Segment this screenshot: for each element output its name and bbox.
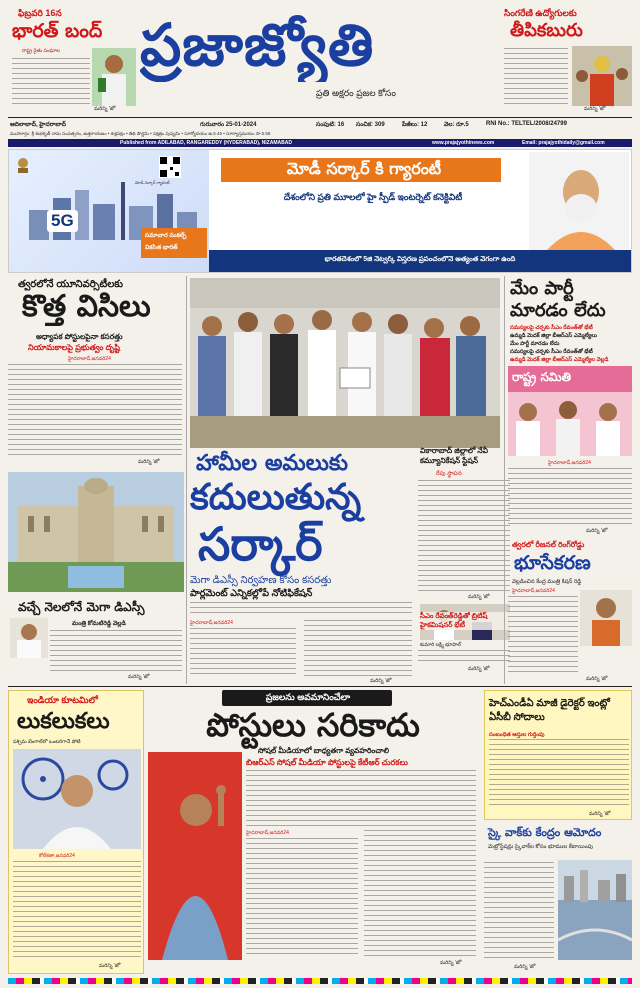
bottom-sub1: సోషల్ మీడియాలో బాధ్యతగా వ్యవహరించాలి [258, 746, 389, 755]
modi-portrait [529, 152, 629, 250]
left-story-dateline: హైదరాబాద్,జనవరి24 [68, 356, 111, 362]
top-rule [8, 117, 632, 118]
issue-number: సంచిక: 309 [356, 122, 385, 128]
bottom-kicker: ప్రజలను అవమానించేలా [265, 692, 351, 702]
bottom-intro-text [246, 770, 476, 826]
lake-sub: మెట్రోస్టేషన్లు స్కైవాక్‌ల కోసం భూముల కేటాయింపు [488, 844, 593, 850]
almanac-strip: ముహూర్తం: శ్రీ శుభకృత్ నామ సంవత్సరం, ఉత్తరాయణం • శుక్లపక్షం • తిథి పౌర్ణమి • నక్షత్రం పుష్యమి • సూర్యోదయం ఉ.6.46 • సూర్యాస్తమయం సా.5.58 [10, 131, 271, 136]
left-promo-date: ఫిబ్రవరి 16న [18, 8, 62, 18]
right-column [508, 276, 632, 684]
vikarabad-headline: వికారాబాద్ జిల్లాలో నేవీ కమ్యూనికేషన్ స్టేషన్ [420, 446, 489, 465]
ad-brand-line2: వికసిత భారత్ [145, 245, 178, 251]
right-top-sub2: ఉమ్మడి మెదక్ జిల్లా బీఆర్ఎస్ ఎమ్మెల్యేలు [510, 333, 597, 339]
regional-ring-headline[interactable]: భూసేకరణ [514, 552, 591, 574]
qr-code-icon[interactable] [159, 156, 181, 178]
right-top-banner-text: రాష్ట్ర సమితి [512, 370, 571, 384]
left-story-byline[interactable]: మరిన్ని 'జో' [138, 459, 160, 465]
website-link[interactable]: www.prajajyothinews.com [432, 140, 495, 146]
hmda-box[interactable] [484, 690, 632, 820]
center-byline[interactable]: మరిన్ని 'జో' [370, 678, 392, 684]
center-headline-line2: కదులుతున్న [190, 476, 362, 518]
lake-headline[interactable]: స్కై వాక్‌కు కేంద్రం ఆమోదం [488, 826, 602, 839]
page-count: పేజీలు: 12 [402, 122, 428, 128]
ad-bottom-text: భారతదేశంలో 5జి నెట్వర్క్ విస్తరణ ప్రపంచంలోనే అత్యంత వేగంగా ఉంది [324, 256, 516, 263]
left-promo-box[interactable] [8, 6, 138, 114]
bottom-body-right [364, 830, 476, 958]
left-promo-byline[interactable]: మరిన్ని 'జో' [94, 106, 116, 112]
regional-ring-text [508, 596, 578, 674]
hmda-text [489, 739, 629, 809]
ad-qr-caption: మోడీ సర్కార్ గ్యారంటీ [135, 180, 170, 185]
mega-dsc-byline[interactable]: మరిన్ని 'జో' [128, 674, 150, 680]
center-sub1: మెగా డిఎస్సీ నిర్వహణ కోసం కసరత్తు [190, 575, 332, 586]
published-from: Published from ADILABAD, RANGAREDDY (HYDERABAD), NIZAMABAD [120, 140, 292, 146]
center-sub2: పార్లమెంట్ ఎన్నికల్లోపే నోటిఫికేషన్ [190, 588, 313, 599]
right-top-dateline: హైదరాబాద్,జనవరి24 [548, 460, 591, 466]
left-promo-headline: భారత్ బంద్ [12, 20, 103, 42]
vikarabad-byline[interactable]: మరిన్ని 'జో' [468, 594, 490, 600]
mega-dsc-sub: మంత్రి కోమటిరెడ్డి వెల్లడి [72, 621, 126, 627]
cm-meet-text [418, 650, 510, 664]
price-label: వెల: రూ.5 [444, 122, 469, 128]
issue-date: గురువారం 25-01-2024 [200, 122, 257, 128]
singareni-photo [572, 46, 632, 106]
left-story-text [8, 364, 182, 456]
logo-block [140, 4, 496, 106]
ashoka-emblem-icon [15, 154, 31, 174]
left-column [8, 276, 184, 684]
bottom-center-story[interactable] [148, 690, 478, 974]
mega-dsc-headline[interactable]: వచ్చే నెలలోనే మెగా డిఎస్సీ [18, 600, 145, 614]
vikarabad-text [418, 480, 510, 592]
regional-ring-kicker: త్వరలో రీజనల్ రింగ్‌రోడ్డు [512, 540, 585, 549]
bottom-headline: పోస్టులు సరికాదు [206, 706, 420, 744]
india-alliance-sub: పశ్చిమ బెంగాల్‌లో ఒంటరిగానే పోటీ [13, 739, 81, 745]
right-top-text [508, 468, 632, 526]
email-link[interactable]: Email: prajajyothidaily@gmail.com [522, 140, 605, 146]
mega-dsc-text [50, 630, 182, 674]
center-body-right [304, 620, 412, 678]
left-promo-text [12, 58, 90, 106]
bottom-right-column [484, 690, 632, 974]
bottom-sub2: బిఆర్ఎస్ సోషల్ మీడియా పోస్టులపై కేటీఆర్ చురకలు [246, 758, 408, 767]
center-headline-line1: హామీల అమలుకు [196, 450, 349, 476]
bottom-byline[interactable]: మరిన్ని 'జో' [440, 960, 462, 966]
regional-ring-dateline: హైదరాబాద్,జనవరి24 [512, 588, 555, 594]
bottom-body-left [246, 838, 358, 958]
mamata-banerjee-photo [13, 749, 141, 849]
center-intro-text [190, 602, 412, 616]
cm-meet-headline: సీఎం రేవంత్‌రెడ్డితో బ్రిటిష్ హైకమిషనర్ భేటీ [420, 612, 510, 630]
india-alliance-text [13, 861, 141, 961]
komatireddy-photo [10, 618, 48, 658]
india-alliance-box[interactable] [8, 690, 144, 974]
left-story-sub1: అధ్యాపక పోస్టులపైనా కసరత్తు [36, 332, 123, 341]
right-top-sub4: సమస్యలపై చర్చకు సీఎం రేవంత్‌తో భేటీ [510, 349, 593, 355]
ad-brand-line1: సమాచార సంకల్ప్ [145, 233, 187, 239]
left-promo-sub: రాష్ట్ర రైతు సంఘాల [22, 48, 60, 54]
hmda-byline[interactable]: మరిన్ని 'జో' [589, 811, 611, 817]
newspaper-title: ప్రజాజ్యోతి [140, 11, 375, 79]
india-alliance-kicker: ఇండియా కూటమిలో [27, 695, 98, 705]
right-top-byline[interactable]: మరిన్ని 'జో' [586, 528, 608, 534]
center-body-left [190, 628, 296, 678]
hussain-sagar-photo [558, 860, 632, 960]
right-top-headline[interactable]: మేం పార్టీ మారడం లేదు [510, 278, 606, 321]
ad-5g-badge: 5G [47, 210, 78, 232]
india-alliance-headline: లుకలుకలు [17, 708, 110, 734]
regional-ring-sub: వెల్లడించిన కేంద్ర మంత్రి కిషన్ రెడ్డి [512, 579, 582, 585]
ad-subline: దేశంలోని ప్రతి మూలలో హై స్పీడ్ ఇంటర్నెట్ కనెక్టివిటీ [283, 192, 463, 202]
center-story[interactable] [190, 450, 412, 684]
right-top-sub5: ఉమ్మడి మెదక్ జిల్లా బీఆర్ఎస్ ఎమ్మెల్యేల వెల్లడి [510, 357, 609, 363]
bottom-dateline: హైదరాబాద్,జనవరి24 [246, 830, 289, 836]
center-headline-line3: సర్కార్ [198, 517, 323, 571]
right-promo-headline: తీపికబురు [510, 20, 583, 41]
left-story-headline[interactable]: కొత్త విసిలు [22, 289, 151, 324]
osmania-university-photo [8, 472, 184, 592]
kishan-reddy-photo [580, 590, 632, 646]
vikarabad-box[interactable] [416, 444, 512, 674]
vikarabad-sub: రేపు స్థాపన [436, 471, 462, 477]
bottom-rule [8, 686, 632, 687]
left-story-sub2: నియామకాలపై ప్రభుత్వం దృష్టి [28, 343, 120, 352]
india-alliance-dateline: కోల్‌కతా,జనవరి24 [39, 853, 75, 859]
left-story-kicker: త్వరలోనే యూనివర్సిటీలకు [18, 279, 123, 290]
regional-ring-byline[interactable]: మరిన్ని 'జో' [586, 676, 608, 682]
rni-number: RNI No.: TELTEL/2008/24799 [486, 121, 567, 127]
right-promo-kicker: సింగరేణి ఉద్యోగులకు [504, 8, 577, 18]
edition-label: ఆదిలాబాద్, హైదరాబాద్ [10, 122, 67, 128]
newspaper-tagline: ప్రతి అక్షరం ప్రజల కోసం [316, 88, 396, 98]
print-color-strip [8, 978, 632, 984]
volume-label: సంపుటి: 16 [316, 122, 345, 128]
lake-text [484, 862, 554, 962]
right-promo-box[interactable] [500, 6, 634, 114]
cm-meet-sub: కుమారి లక్ష్మి భూపాల్ [420, 642, 461, 648]
center-dateline: హైదరాబాద్,జనవరి24 [190, 620, 233, 626]
right-top-sub3: మేం పార్టీ మారడం లేదు [510, 341, 560, 347]
ad-banner[interactable] [8, 149, 632, 273]
ktr-photo [148, 752, 242, 960]
right-top-sub1: సమస్యలపై చర్చకు సీఎం రేవంత్‌తో భేటీ [510, 325, 593, 331]
lake-byline[interactable]: మరిన్ని 'జో' [514, 964, 536, 970]
right-promo-text [504, 48, 568, 106]
right-promo-byline[interactable]: మరిన్ని 'జో' [584, 106, 606, 112]
col-divider-left [186, 276, 187, 684]
ad-headline: మోడీ సర్కార్ కి గ్యారంటీ [286, 159, 442, 178]
col-divider-right [504, 276, 505, 684]
masthead [0, 0, 640, 118]
cabinet-meeting-photo [190, 278, 500, 448]
hmda-sub: సంబంధిత ఆస్తుల గుర్తింపు [489, 732, 545, 738]
india-alliance-byline[interactable]: మరిన్ని 'జో' [99, 963, 121, 969]
hmda-headline: హెచ్ఎండీఏ మాజీ డైరెక్టర్ ఇంట్లో ఏసీబీ సోదాలు [489, 698, 610, 723]
farmer-photo [92, 48, 136, 106]
cm-meet-byline[interactable]: మరిన్ని 'జో' [468, 666, 490, 672]
